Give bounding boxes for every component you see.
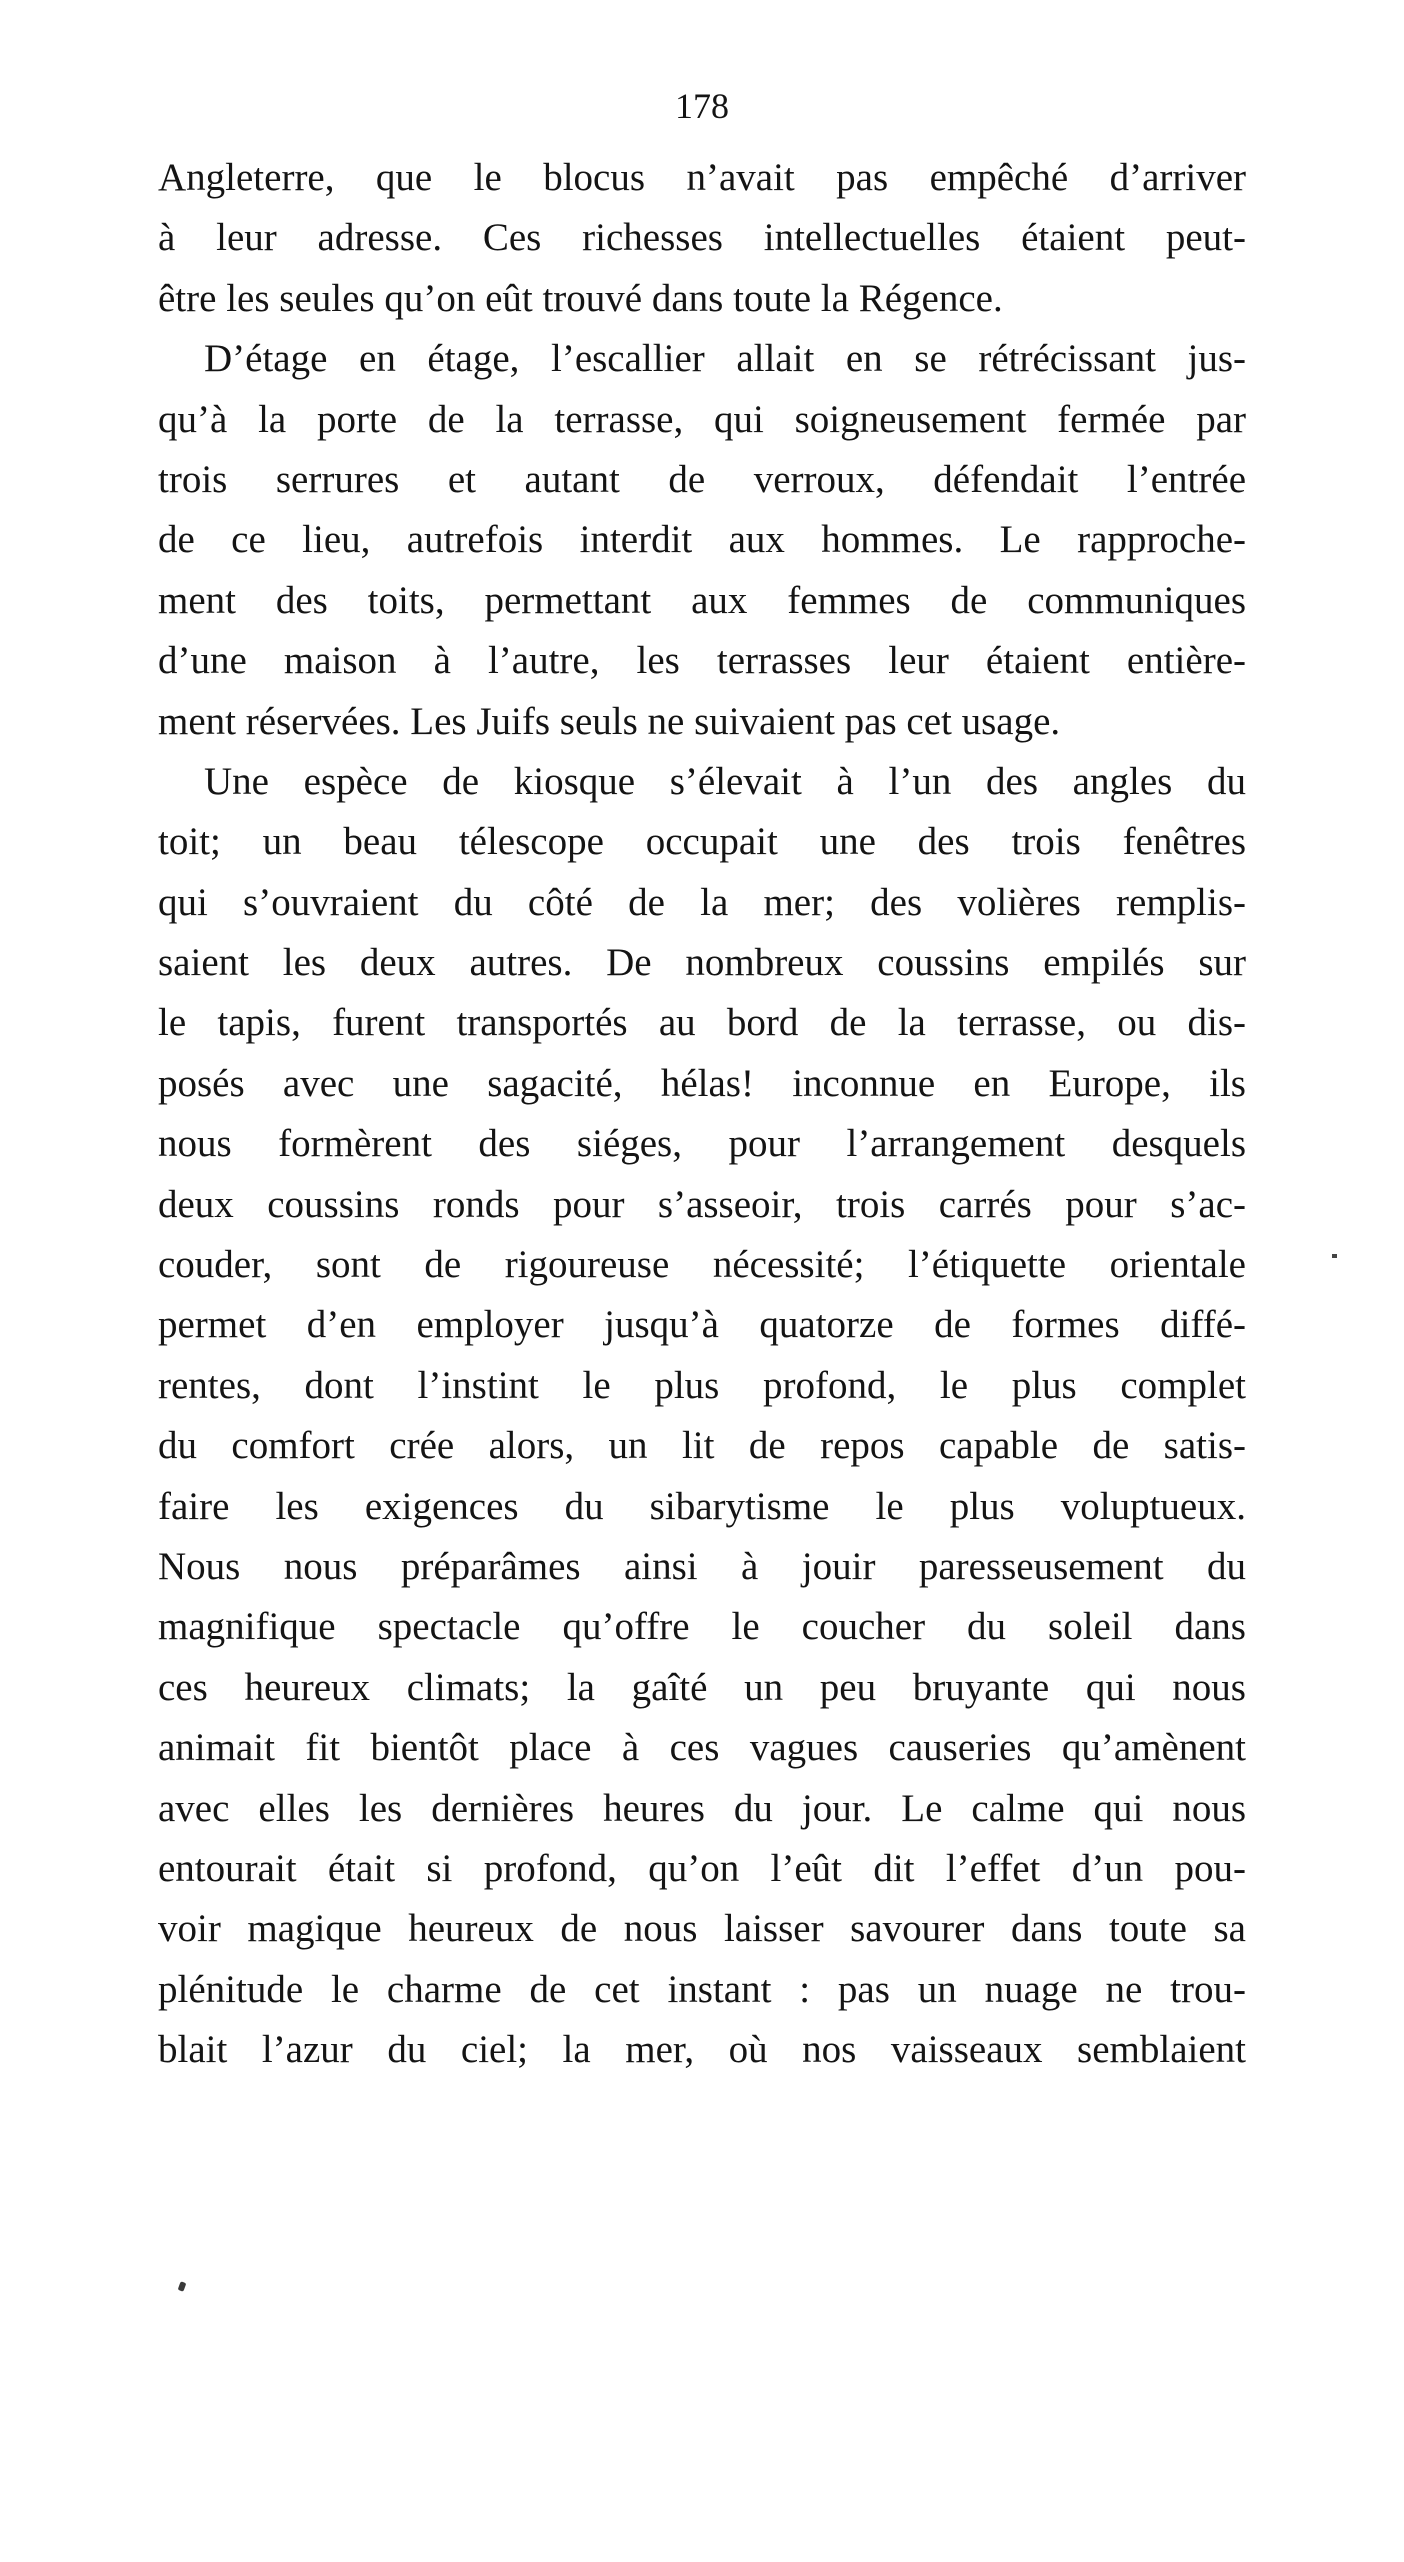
- margin-mark: [1332, 1254, 1337, 1258]
- text-line: entourait était si profond, qu’on l’eût dit l’effet d’un pou-: [158, 1846, 1246, 1890]
- ink-speck: [178, 2281, 187, 2292]
- text-line: faire les exigences du sibarytisme le plus voluptueux.: [158, 1484, 1246, 1528]
- body-text: [158, 148, 1246, 2081]
- text-line: Une espèce de kiosque s’élevait à l’un des angles du: [204, 759, 1246, 803]
- text-line: le tapis, furent transportés au bord de la terrasse, ou dis-: [158, 1001, 1246, 1045]
- text-line: permet d’en employer jusqu’à quatorze de formes diffé-: [158, 1303, 1246, 1347]
- text-line: deux coussins ronds pour s’asseoir, trois carrés pour s’ac-: [158, 1182, 1246, 1226]
- text-line: blait l’azur du ciel; la mer, où nos vaisseaux semblaient: [158, 2028, 1246, 2072]
- text-line: avec elles les dernières heures du jour. Le calme qui nous: [158, 1786, 1246, 1830]
- text-line: toit; un beau télescope occupait une des trois fenêtres: [158, 820, 1246, 864]
- text-line: nous formèrent des siéges, pour l’arrangement desquels: [158, 1122, 1246, 1166]
- text-line: être les seules qu’on eût trouvé dans toute la Régence.: [158, 276, 1003, 320]
- text-line: couder, sont de rigoureuse nécessité; l’étiquette orientale: [158, 1243, 1246, 1287]
- text-line: de ce lieu, autrefois interdit aux hommes. Le rapproche-: [158, 518, 1246, 562]
- text-line: qu’à la porte de la terrasse, qui soigneusement fermée par: [158, 397, 1246, 441]
- text-line: voir magique heureux de nous laisser savourer dans toute sa: [158, 1907, 1246, 1951]
- text-line: D’étage en étage, l’escallier allait en se rétrécissant jus-: [204, 337, 1246, 381]
- text-line: trois serrures et autant de verroux, défendait l’entrée: [158, 457, 1246, 501]
- text-line: Nous nous préparâmes ainsi à jouir paresseusement du: [158, 1544, 1246, 1588]
- text-line: Angleterre, que le blocus n’avait pas empêché d’arriver: [158, 156, 1246, 199]
- text-line: saient les deux autres. De nombreux coussins empilés sur: [158, 941, 1246, 985]
- text-line: magnifique spectacle qu’offre le coucher du soleil dans: [158, 1605, 1246, 1649]
- text-line: rentes, dont l’instint le plus profond, le plus complet: [158, 1363, 1246, 1407]
- text-line: d’une maison à l’autre, les terrasses leur étaient entière-: [158, 639, 1246, 683]
- text-line: plénitude le charme de cet instant : pas un nuage ne trou-: [158, 1967, 1246, 2011]
- text-line: du comfort crée alors, un lit de repos capable de satis-: [158, 1424, 1246, 1468]
- text-line: à leur adresse. Ces richesses intellectuelles étaient peut-: [158, 216, 1246, 260]
- text-line: animait fit bientôt place à ces vagues causeries qu’amènent: [158, 1726, 1246, 1770]
- text-line: qui s’ouvraient du côté de la mer; des volières remplis-: [158, 880, 1246, 924]
- text-line: ces heureux climats; la gaîté un peu bruyante qui nous: [158, 1665, 1246, 1709]
- text-line: ment réservées. Les Juifs seuls ne suivaient pas cet usage.: [158, 699, 1061, 743]
- page-number: 178: [675, 86, 729, 126]
- text-line: ment des toits, permettant aux femmes de communiques: [158, 578, 1246, 622]
- text-line: posés avec une sagacité, hélas! inconnue en Europe, ils: [158, 1061, 1246, 1105]
